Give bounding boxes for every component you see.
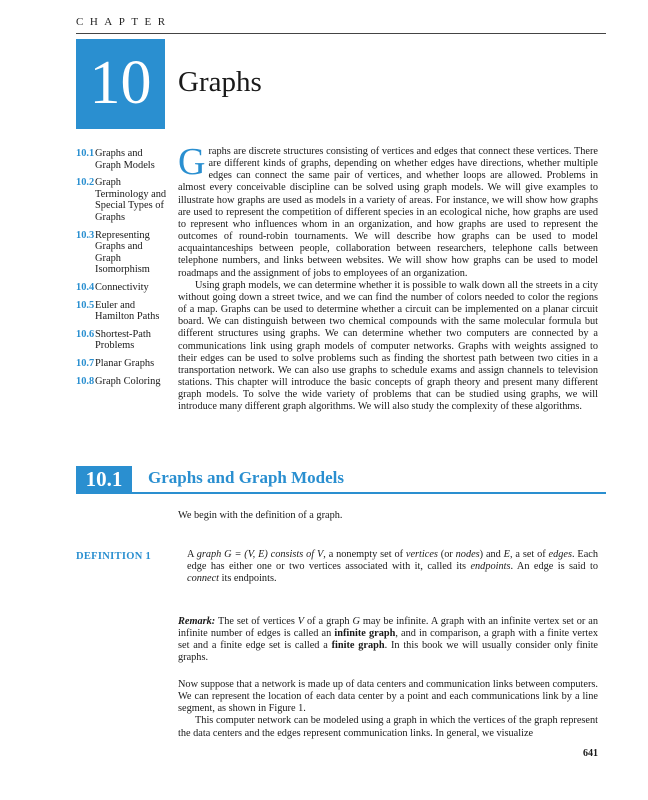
toc-title: Shortest-Path Problems (95, 328, 151, 352)
definition-paragraph: A graph G = (V, E) consists of V, a nonempty set of vertices (or nodes) and E, a set of edges. Each edge has either one or two vertices associated with it, called its endpoints. An edge is said to connect its endpoints. (187, 549, 598, 585)
toc-title: Representing Graphs and Graph Isomorphism (95, 229, 150, 276)
remark-label: Remark: (178, 616, 216, 627)
body-paragraphs (178, 679, 598, 740)
drop-cap: G (178, 141, 206, 183)
remark (178, 616, 598, 665)
toc-title: Euler and Hamilton Paths (95, 299, 160, 323)
remark-paragraph: Remark: The set of vertices V of a graph G may be infinite. A graph with an infinite vertex set or an infinite number of edges is called an infinite graph, and in comparison, a graph with a finite vertex set and a finite edge set is called a finite graph. In this book we will usually consider only finite graphs. (178, 616, 598, 664)
toc-number: 10.5 (76, 299, 95, 311)
toc-title: Connectivity (95, 281, 149, 293)
toc-number: 10.4 (76, 281, 95, 293)
chapter-label: CHAPTER (76, 16, 172, 28)
toc-item (76, 282, 176, 294)
toc-item (76, 358, 176, 370)
chapter-introduction (178, 141, 598, 413)
body-paragraph: This computer network can be modeled using a graph in which the vertices of the graph represent the data centers and the edges represent communication links. In general, we visualize (178, 715, 598, 739)
section-title: Graphs and Graph Models (148, 468, 345, 487)
toc-item (76, 376, 176, 388)
chapter-number-box: 10 (76, 39, 165, 129)
definition-text (187, 549, 598, 585)
body-paragraph: Now suppose that a network is made up of data centers and communication links between computers. We can represent the location of each data center by a point and each communications link by a line segment, as shown in Figure 1. (178, 679, 598, 715)
toc-number: 10.3 (76, 229, 95, 241)
toc-item (76, 300, 176, 323)
lead-paragraph: We begin with the definition of a graph. (178, 510, 343, 521)
toc-item (76, 230, 176, 276)
chapter-title: Graphs (178, 66, 262, 98)
toc-number: 10.2 (76, 177, 95, 189)
section-rule (76, 492, 606, 494)
definition-label: DEFINITION 1 (76, 551, 152, 562)
toc-number: 10.6 (76, 328, 95, 340)
toc-title: Graphs and Graph Models (95, 148, 155, 171)
chapter-rule (76, 33, 606, 34)
toc-item (76, 148, 176, 171)
section-lead (178, 510, 598, 522)
intro-paragraph (178, 141, 598, 280)
intro-paragraph: Using graph models, we can determine whether it is possible to walk down all the streets in a city without going down a street twice, and we can find the number of colors needed to color the regions of a map. Graphs can be used to determine whether a circuit can be implemented on a planar circuit board. We can distinguish between two chemical compounds with the same molecular formula but different structures using graphs. We can determine whether two computers are connected by a communications link using graph models of computer networks. Graphs with weights assigned to their edges can be used to solve problems such as finding the shortest path between two cities in a transportation network. We can also use graphs to schedule exams and assign channels to television stations. This chapter will introduce the basic concepts of graph theory and present many different graph models. To solve the wide variety of problems that can be studied using graphs, we will introduce many different graph algorithms. We will also study the complexity of these algorithms. (178, 279, 598, 413)
page-number: 641 (583, 748, 598, 759)
toc-title: Planar Graphs (95, 357, 155, 369)
toc-number: 10.8 (76, 375, 95, 387)
toc-title: Graph Terminology and Special Types of Graphs (95, 177, 167, 223)
toc-number: 10.7 (76, 357, 95, 369)
chapter-contents (76, 148, 176, 393)
toc-title: Graph Coloring (95, 375, 161, 387)
toc-item (76, 329, 176, 352)
section-number-box: 10.1 (76, 466, 132, 492)
toc-item (76, 177, 176, 223)
intro-paragraph-text: raphs are discrete structures consisting of vertices and edges that connect these vertices. There are different kinds of graphs, depending on whether edges have directions, whether multiple edges can connect the same pair of vertices, and whether loops are allowed. Problems in almost every conceivable discipline can be solved using graph models. We will give examples to illustrate how graphs are used as models in a variety of areas. For instance, we will show how graphs are used to represent the competition of different species in an ecological niche, how graphs are used to represent who influences whom in an organization, and how graphs are used to represent the outcomes of round-robin tournaments. We will describe how graphs can be used to model acquaintanceships between people, collaboration between researchers, telephone calls between telephone numbers, and links between websites. We will show how graphs can be used to model roadmaps and the assignment of jobs to employees of an organization. (178, 146, 598, 279)
toc-number: 10.1 (76, 148, 95, 159)
